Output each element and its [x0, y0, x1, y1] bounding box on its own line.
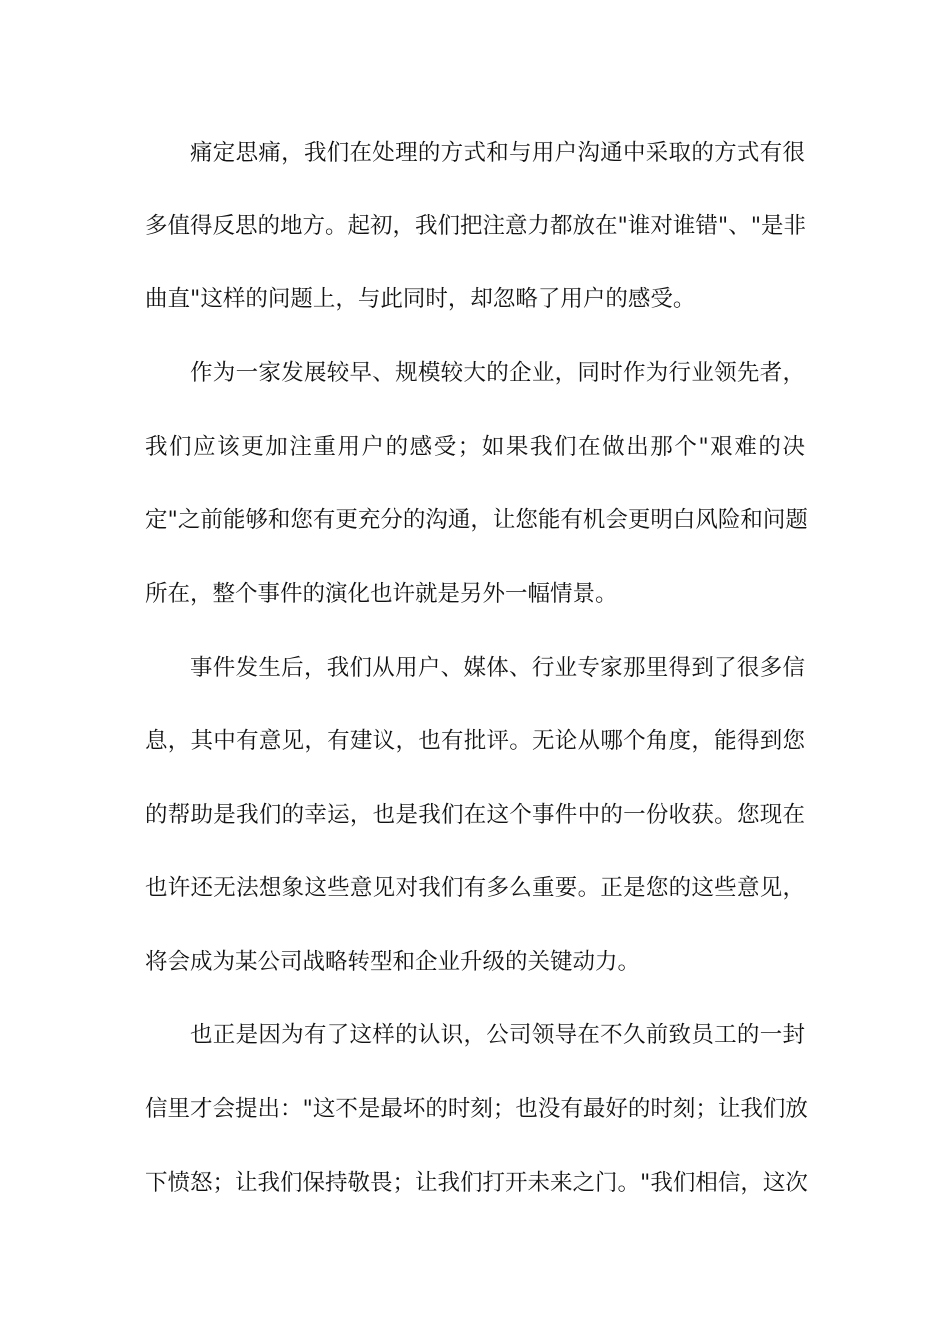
paragraph-4-line-1: 也正是因为有了这样的认识，公司领导在不久前致员工的一封 — [190, 1022, 805, 1048]
paragraph-2-line-4: 所在，整个事件的演化也许就是另外一幅情景。 — [145, 581, 618, 607]
paragraph-4-line-2: 信里才会提出："这不是最坏的时刻；也没有最好的时刻；让我们放 — [145, 1096, 808, 1122]
paragraph-3-line-3: 的帮助是我们的幸运，也是我们在这个事件中的一份收获。您现在 — [145, 802, 805, 828]
paragraph-1-line-2: 多值得反思的地方。起初，我们把注意力都放在"谁对谁错"、"是非 — [145, 213, 807, 239]
paragraph-1-line-3: 曲直"这样的问题上，与此同时，却忽略了用户的感受。 — [145, 286, 696, 312]
paragraph-2-line-2: 我们应该更加注重用户的感受；如果我们在做出那个"艰难的决 — [145, 434, 805, 460]
paragraph-2-line-3: 定"之前能够和您有更充分的沟通，让您能有机会更明白风险和问题 — [145, 507, 808, 533]
paragraph-3-line-4: 也许还无法想象这些意见对我们有多么重要。正是您的这些意见， — [145, 875, 805, 901]
paragraph-1-line-1: 痛定思痛，我们在处理的方式和与用户沟通中采取的方式有很 — [190, 140, 805, 166]
paragraph-3-line-2: 息，其中有意见，有建议，也有批评。无论从哪个角度，能得到您 — [145, 728, 805, 754]
paragraph-3-line-5: 将会成为某公司战略转型和企业升级的关键动力。 — [145, 949, 641, 975]
paragraph-4-line-3: 下愤怒；让我们保持敬畏；让我们打开未来之门。"我们相信，这次 — [145, 1170, 808, 1196]
paragraph-3-line-1: 事件发生后，我们从用户、媒体、行业专家那里得到了很多信 — [190, 655, 805, 681]
paragraph-2-line-1: 作为一家发展较早、规模较大的企业，同时作为行业领先者， — [190, 360, 805, 386]
